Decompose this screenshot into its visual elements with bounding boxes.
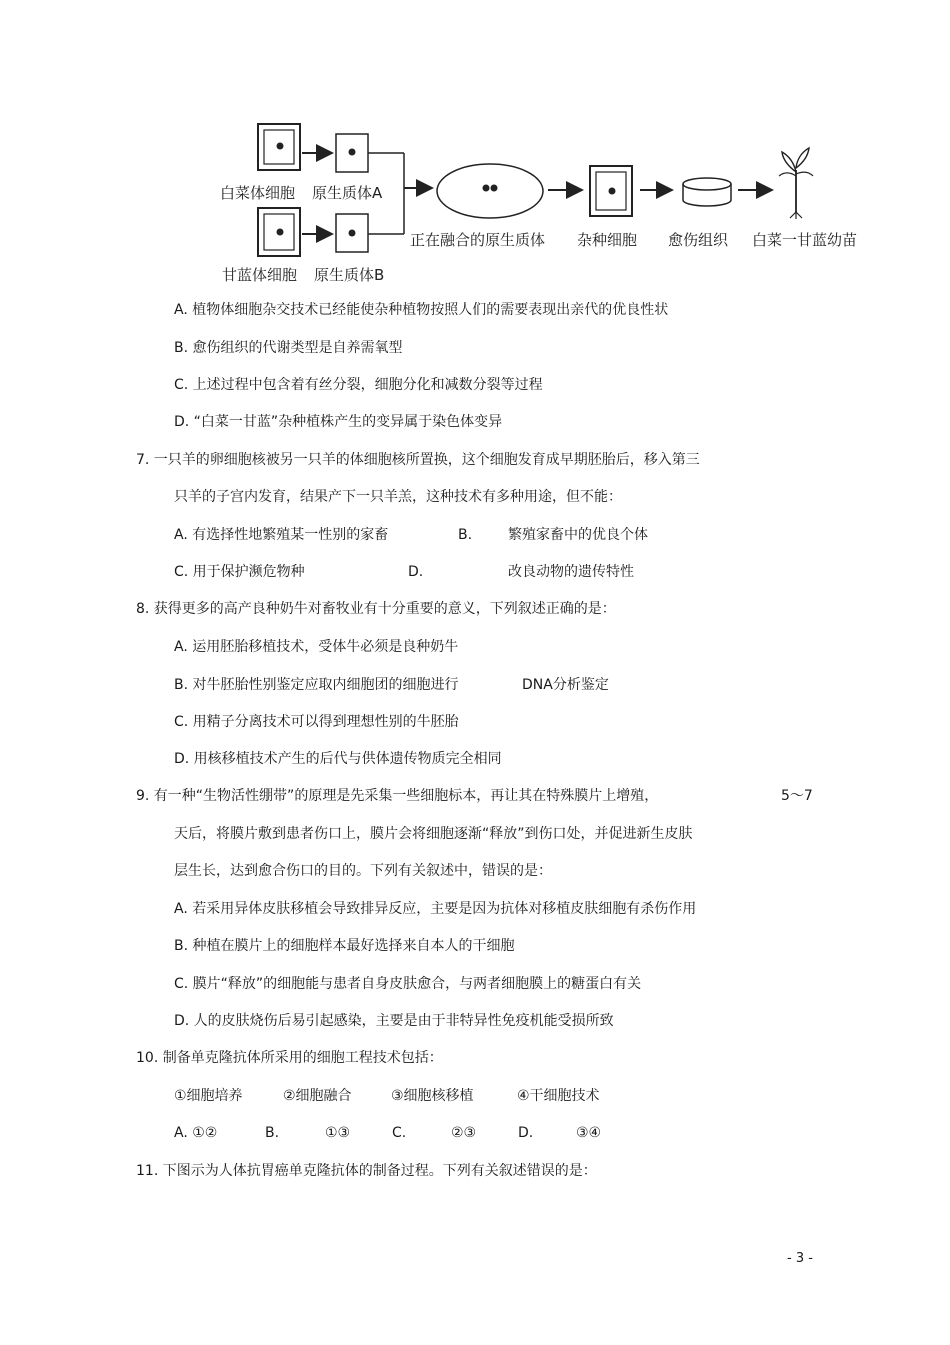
q10-option-d-text: ③④ [576, 1125, 602, 1141]
q10-option-c-letter: C. [392, 1125, 407, 1141]
protoplast-a-shape [336, 134, 368, 172]
callus-label: 愈伤组织 [668, 231, 729, 249]
q10-option-a: A. ①② [174, 1125, 218, 1141]
q11-stem: 11. 下图示为人体抗胃癌单克隆抗体的制备过程。下列有关叙述错误的是： [136, 1163, 597, 1179]
cell-fusion-diagram [0, 0, 950, 300]
cabbage-cell-shape [258, 124, 300, 170]
q9-option-a: A. 若采用异体皮肤移植会导致排异反应，主要是因为抗体对移植皮肤细胞有杀伤作用 [174, 901, 697, 917]
q10-option-c-text: ②③ [451, 1125, 477, 1141]
q7-option-b-text: 繁殖家畜中的优良个体 [508, 527, 648, 543]
q8-option-b: B. 对牛胚胎性别鉴定应取内细胞团的细胞进行 [174, 677, 459, 693]
q7-stem-line2: 只羊的子宫内发育，结果产下一只羊羔，这种技术有多种用途，但不能： [174, 489, 622, 505]
q9-option-b: B. 种植在膜片上的细胞样本最好选择来自本人的干细胞 [174, 938, 515, 954]
q7-option-b-letter: B. [458, 527, 473, 543]
q8-option-a: A. 运用胚胎移植技术，受体牛必须是良种奶牛 [174, 639, 459, 655]
q6-option-b: B. 愈伤组织的代谢类型是自养需氧型 [174, 340, 403, 356]
q7-option-d-letter: D. [408, 564, 424, 580]
protoplast-b-label: 原生质体B [314, 266, 385, 284]
seedling-icon [779, 148, 813, 219]
q10-item-2: ②细胞融合 [283, 1088, 352, 1104]
seedling-label: 白菜一甘蓝幼苗 [752, 231, 858, 249]
kale-cell-shape [258, 208, 300, 256]
kale-cell-label: 甘蓝体细胞 [222, 266, 298, 284]
hybrid-cell-shape [590, 166, 632, 216]
protoplast-a-label: 原生质体A [312, 184, 383, 202]
q9-stem-line2: 天后，将膜片敷到患者伤口上，膜片会将细胞逐渐“释放”到伤口处，并促进新生皮肤 [174, 826, 693, 842]
fusing-protoplast-shape [437, 164, 543, 218]
q8-option-d: D. 用核移植技术产生的后代与供体遗传物质完全相同 [174, 751, 502, 767]
q6-option-d: D. “白菜一甘蓝”杂种植株产生的变异属于染色体变异 [174, 414, 503, 430]
q7-option-a: A. 有选择性地繁殖某一性别的家畜 [174, 527, 389, 543]
q8-stem: 8. 获得更多的高产良种奶牛对畜牧业有十分重要的意义，下列叙述正确的是： [136, 601, 616, 617]
protoplast-b-shape [336, 214, 368, 252]
q6-option-a: A. 植物体细胞杂交技术已经能使杂种植物按照人们的需要表现出亲代的优良性状 [174, 302, 669, 318]
fusing-protoplast-label: 正在融合的原生质体 [410, 231, 546, 249]
q10-option-b-letter: B. [265, 1125, 280, 1141]
hybrid-cell-label: 杂种细胞 [577, 231, 638, 249]
q10-item-3: ③细胞核移植 [391, 1088, 474, 1104]
q10-stem: 10. 制备单克隆抗体所采用的细胞工程技术包括： [136, 1050, 443, 1066]
q7-option-d-text: 改良动物的遗传特性 [508, 564, 634, 580]
q9-stem-line1-tail: 5～7 [781, 788, 813, 804]
q8-option-b-tail: DNA分析鉴定 [522, 677, 609, 693]
q9-stem-line1: 9. 有一种“生物活性绷带”的原理是先采集一些细胞标本，再让其在特殊膜片上增殖， [136, 788, 659, 804]
q10-option-b-text: ①③ [325, 1125, 351, 1141]
q10-option-d-letter: D. [518, 1125, 534, 1141]
q10-item-4: ④干细胞技术 [517, 1088, 600, 1104]
q9-option-d: D. 人的皮肤烧伤后易引起感染，主要是由于非特异性免疫机能受损所致 [174, 1013, 614, 1029]
q6-option-c: C. 上述过程中包含着有丝分裂，细胞分化和减数分裂等过程 [174, 377, 543, 393]
cabbage-cell-label: 白菜体细胞 [220, 184, 296, 202]
q10-item-1: ①细胞培养 [174, 1088, 243, 1104]
q9-option-c: C. 膜片“释放”的细胞能与患者自身皮肤愈合，与两者细胞膜上的糖蛋白有关 [174, 976, 642, 992]
q8-option-c: C. 用精子分离技术可以得到理想性别的牛胚胎 [174, 714, 459, 730]
q7-stem-line1: 7. 一只羊的卵细胞核被另一只羊的体细胞核所置换，这个细胞发育成早期胚胎后，移入第三 [136, 452, 700, 468]
page-number: - 3 - [787, 1251, 813, 1266]
callus-shape [683, 178, 731, 206]
q7-option-c: C. 用于保护濒危物种 [174, 564, 305, 580]
q9-stem-line3: 层生长，达到愈合伤口的目的。下列有关叙述中，错误的是： [174, 863, 552, 879]
